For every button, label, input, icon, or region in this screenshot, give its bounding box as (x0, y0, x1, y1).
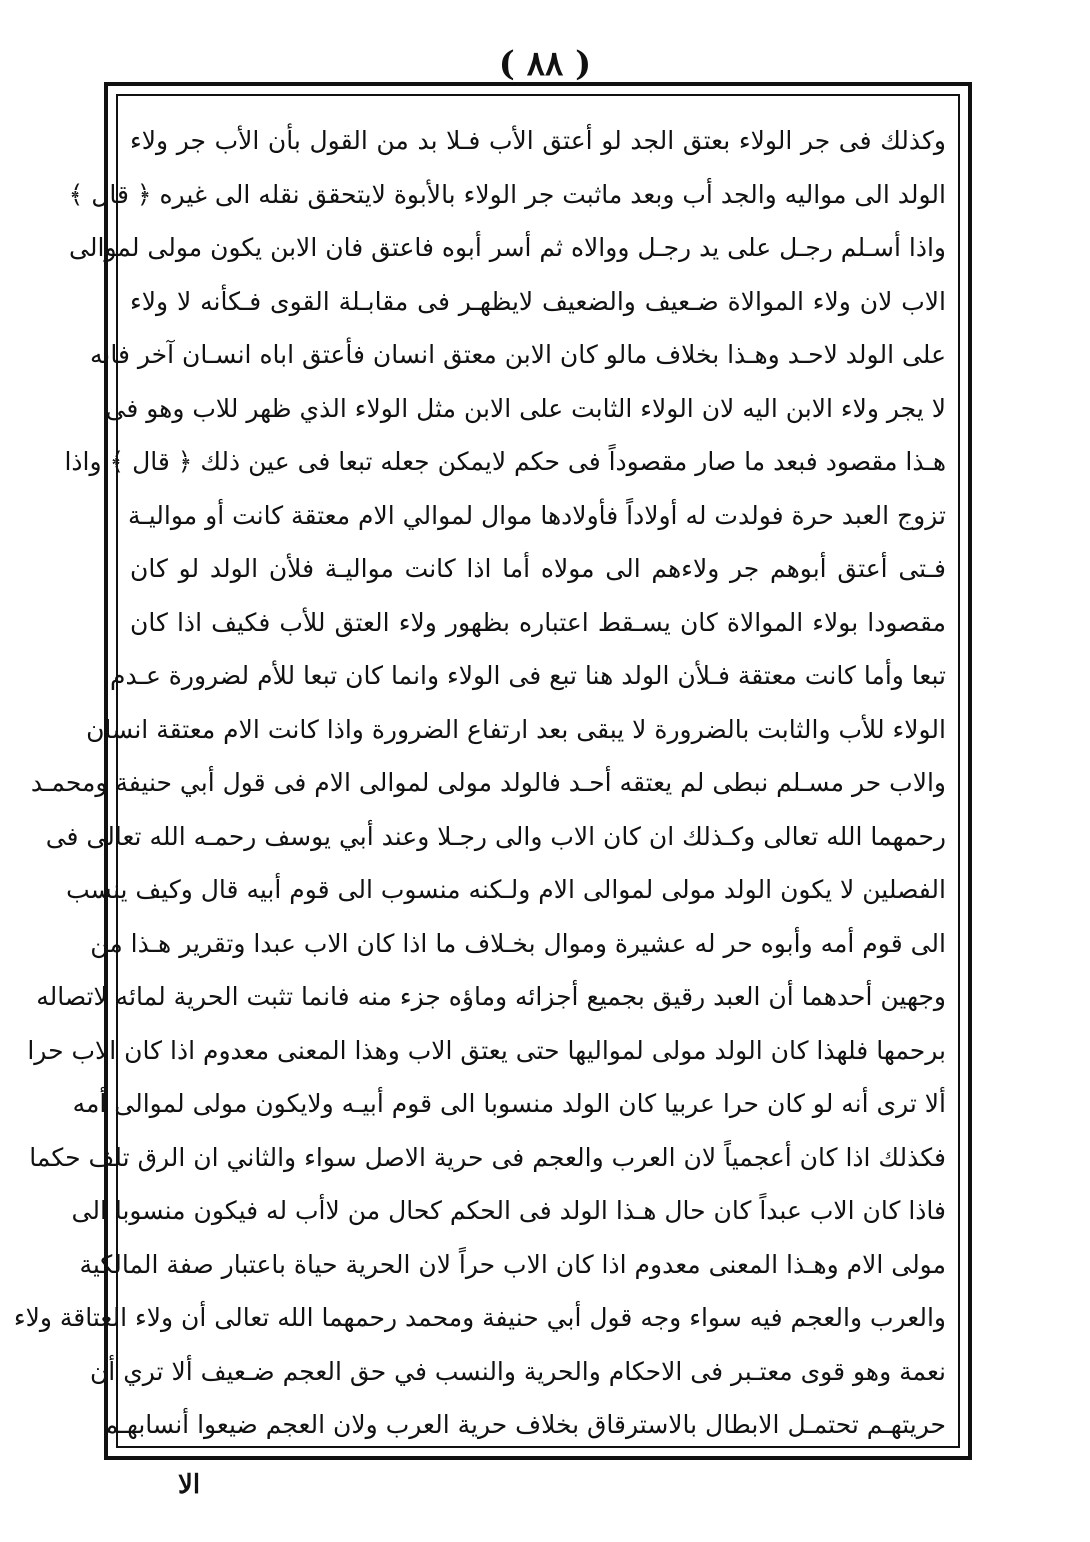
catchword: الا (178, 1470, 201, 1500)
text-line: الى قوم أمه وأبوه حر له عشيرة وموال بخـلاف ما اذا كان الاب عبدا وتقرير هـذا من (90, 928, 946, 958)
text-line: تبعا وأما كانت معتقة فـلأن الولد هنا تبع فى الولاء وانما كان تبعا للأم لضرورة عـدم (110, 661, 946, 690)
text-line: فكذلك اذا كان أعجمياً لان العرب والعجم فى حرية الاصل سواء والثاني ان الرق تلف حكما (29, 1142, 946, 1172)
text-line: برحمها فلهذا كان الولد مولى لمواليها حتى يعتق الاب وهذا المعنى معدوم اذا كان الاب حرا (27, 1035, 946, 1065)
text-body (13, 114, 946, 1439)
page-frame-inner (13, 94, 960, 1448)
page-frame (13, 82, 972, 1460)
text-line: ألا ترى أنه لو كان حرا عربيا كان الولد منسوبا الى قوم أبيـه ولايكون مولى لموالى أمه (72, 1089, 946, 1118)
text-line: الولاء للأب والثابت بالضرورة لا يبقى بعد ارتفاع الضرورة واذا كانت الام معتقة انسان (86, 714, 946, 744)
text-line: واذا أسـلم رجـل على يد رجـل ووالاه ثم أسر أبوه فاعتق فان الابن يكون مولى لموالى (69, 233, 946, 262)
text-line: نعمة وهو قوى معتـبر فى الاحكام والحرية والنسب في حق العجم ضـعيف ألا تري أن (89, 1356, 946, 1386)
text-line: لا يجر ولاء الابن اليه لان الولاء الثابت على الابن مثل الولاء الذي ظهر للاب وهو فى (105, 393, 946, 423)
text-line: مقصودا بولاء الموالاة كان يسـقط اعتباره بظهور ولاء العتق للأب فكيف اذا كان (130, 607, 946, 637)
page-number: ( ٨٨ ) (498, 44, 592, 84)
text-line: فاذا كان الاب عبداً كان حال هـذا الولد فى الحكم كحال من لاأب له فيكون منسوبا الى (71, 1196, 946, 1225)
text-line: الفصلين لا يكون الولد مولى لموالى الام ولـكنه منسوب الى قوم أبيه قال وكيف ينسب (66, 875, 946, 904)
text-line: وجهين أحدهما أن العبد رقيق بجميع أجزائه وماؤه جزء منه فانما تثبت الحرية لمائه لاتصاله (36, 982, 946, 1011)
text-line: حريتهـم تحتمـل الابطال بالاسترقاق بخلاف حرية العرب ولان العجم ضيعوا أنسابهـم (102, 1410, 946, 1439)
text-line: تزوج العبد حرة فولدت له أولاداً فأولادها موال لموالي الام معتقة كانت أو مواليـة (128, 500, 946, 530)
text-line: وكذلك فى جر الولاء بعتق الجد لو أعتق الأب فـلا بد من القول بأن الأب جر ولاء (130, 126, 946, 155)
text-line: الاب لان ولاء الموالاة ضـعيف والضعيف لايظهـر فى مقابـلة القوى فـكأنه لا ولاء (130, 286, 946, 316)
text-line: مولى الام وهـذا المعنى معدوم اذا كان الاب حراً لان الحرية حياة باعتبار صفة المالكية (79, 1249, 946, 1279)
text-line: والعرب والعجم فيه سواء وجه قول أبي حنيفة ومحمد رحمهما الله تعالى أن ولاء العتاقة ولاء (13, 1303, 946, 1332)
text-line: على الولد لاحـد وهـذا بخلاف مالو كان الابن معتق انسان فأعتق اباه انسـان آخر فانه (89, 340, 946, 369)
text-line: الولد الى مواليه والجد أب وبعد ماثبت جر الولاء بالأبوة لايتحقق نقله الى غيره ﴿ قال ﴾ (68, 179, 946, 209)
text-line: والاب حر مسـلم نبطى لم يعتقه أحـد فالولد مولى لموالى الام فى قول أبي حنيفة ومحمـد (30, 768, 946, 797)
text-line: فـتى أعتق أبوهم جر ولاءهم الى مولاه أما اذا كانت مواليـة فلأن الولد لو كان (130, 554, 946, 583)
text-line: هـذا مقصود فبعد ما صار مقصوداً فى حكم لايمكن جعله تبعا فى عين ذلك ﴿ قال ﴾ واذا (64, 447, 946, 476)
text-line: رحمهما الله تعالى وكـذلك ان كان الاب والى رجـلا وعند أبي يوسف رحمـه الله تعالى فى (45, 821, 946, 851)
